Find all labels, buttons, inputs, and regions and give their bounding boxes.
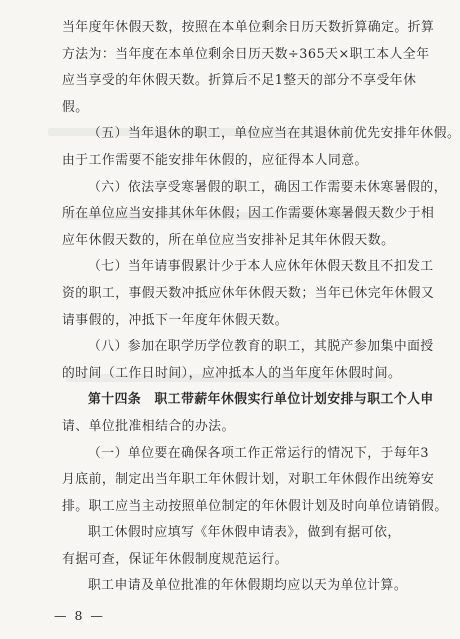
body-line: 月底前，制定出当年职工年休假计划，对职工年休假作出统筹安 xyxy=(62,472,435,488)
body-line: 应年休假天数的，所在单位应当安排补足其年休假天数。 xyxy=(62,232,395,248)
article-heading-line: 第十四条 职工带薪年休假实行单位计划安排与职工个人申 xyxy=(88,392,434,408)
body-line: 有据可查，保证年休假制度规范运行。 xyxy=(62,551,289,567)
body-line: 方法为：当年度在本单位剩余日历天数÷365天×职工本人全年 xyxy=(62,46,430,62)
body-line: （八）参加在职学历学位教育的职工，其脱产参加集中面授 xyxy=(88,339,434,355)
body-line: （五）当年退休的职工，单位应当在其退休前优先安排年休假。 xyxy=(88,126,460,142)
body-line: 应当享受的年休假天数。折算后不足1整天的部分不享受年休 xyxy=(62,73,417,89)
page-number: — 8 — xyxy=(54,608,105,623)
body-line: （六）依法享受寒暑假的职工，确因工作需要未休寒暑假的， xyxy=(88,179,448,195)
body-line: 假。 xyxy=(62,99,89,115)
body-line: （一）单位要在确保各项工作正常运行的情况下，于每年3 xyxy=(88,445,430,461)
body-line: 所在单位应当安排其休年休假；因工作需要休寒暑假天数少于相 xyxy=(62,206,435,222)
body-line: 资的职工，事假天数冲抵应休年休假天数；当年已休完年休假又 xyxy=(62,285,435,301)
body-line: 职工申请及单位批准的年休假期均应以天为单位计算。 xyxy=(88,578,408,594)
body-line: 请事假的，冲抵下一年度年休假天数。 xyxy=(62,312,289,328)
body-line: 由于工作需要不能安排年休假的，应征得本人同意。 xyxy=(62,152,368,168)
body-line: 的时间（工作日时间），应冲抵本人的当年度年休假时间。 xyxy=(62,365,402,381)
body-line: 排。职工应当主动按照单位制定的年休假计划及时向单位请销假。 xyxy=(62,498,448,514)
body-line: （七）当年请事假累计少于本人应休年休假天数且不扣发工 xyxy=(88,259,434,275)
body-line: 请、单位批准相结合的办法。 xyxy=(62,418,235,434)
document-body xyxy=(62,15,460,600)
body-line: 职工休假时应填写《年休假申请表》，做到有据可依， xyxy=(88,525,401,541)
body-line: 当年度年休假天数，按照在本单位剩余日历天数折算确定。折算 xyxy=(62,20,435,35)
